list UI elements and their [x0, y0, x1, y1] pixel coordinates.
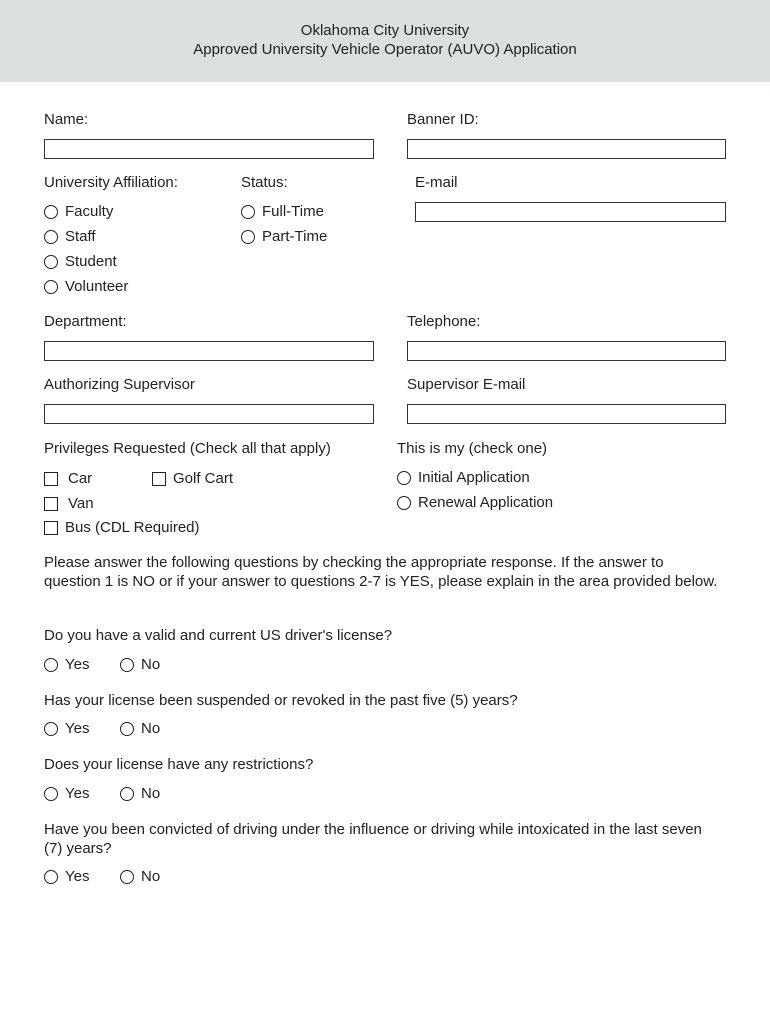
option-label: Student	[65, 253, 117, 270]
option-label: Initial Application	[418, 469, 530, 486]
privilege-golf-cart-checkbox[interactable]	[152, 470, 233, 487]
option-label: Renewal Application	[418, 494, 554, 511]
telephone-input[interactable]	[407, 341, 726, 361]
option-label: No	[141, 868, 161, 885]
checkbox[interactable]	[44, 472, 58, 486]
radio-button[interactable]	[120, 722, 134, 736]
option-label: Yes	[65, 785, 90, 802]
question-1-no[interactable]	[120, 656, 160, 673]
option-label: Part-Time	[262, 228, 328, 245]
checkbox[interactable]	[44, 521, 58, 535]
question-3-no[interactable]	[120, 785, 160, 802]
privilege-van-checkbox[interactable]	[44, 495, 94, 512]
instructions-text: Please answer the following questions by checking the appropriate response. If the answer to question 1 is NO or if your answer to questions 2-7 is YES, please explain in the area provided below.	[44, 554, 718, 590]
question-4: Have you been convicted of driving under the influence or driving while intoxicated in the last seven (7) years?	[44, 821, 702, 857]
question-4-yes[interactable]	[44, 868, 89, 885]
question-2: Has your license been suspended or revoked in the past five (5) years?	[44, 692, 518, 709]
university-name: Oklahoma City University	[300, 22, 470, 39]
option-label: No	[141, 720, 161, 737]
status-part-time-option[interactable]	[241, 228, 327, 245]
radio-button[interactable]	[120, 787, 134, 801]
department-label: Department:	[44, 313, 127, 330]
option-label: Full-Time	[262, 203, 324, 220]
radio-button[interactable]	[397, 496, 411, 510]
radio-button[interactable]	[44, 230, 58, 244]
question-1: Do you have a valid and current US driver's license?	[44, 627, 393, 644]
affiliation-faculty-option[interactable]	[44, 203, 113, 220]
privilege-car-checkbox[interactable]	[44, 470, 92, 487]
privileges-label: Privileges Requested (Check all that apply)	[44, 440, 331, 457]
banner-id-label: Banner ID:	[407, 111, 479, 128]
option-label: Golf Cart	[173, 470, 234, 487]
supervisor-email-label: Supervisor E-mail	[407, 376, 526, 393]
option-label: Car	[68, 470, 93, 487]
affiliation-volunteer-option[interactable]	[44, 278, 128, 295]
radio-button[interactable]	[120, 870, 134, 884]
option-label: No	[141, 656, 161, 673]
option-label: Volunteer	[65, 278, 129, 295]
radio-button[interactable]	[241, 230, 255, 244]
application-type-label: This is my (check one)	[397, 440, 548, 457]
checkbox[interactable]	[44, 497, 58, 511]
affiliation-student-option[interactable]	[44, 253, 117, 270]
form-header	[0, 0, 770, 82]
affiliation-label: University Affiliation:	[44, 174, 178, 191]
radio-button[interactable]	[44, 205, 58, 219]
name-input[interactable]	[44, 139, 374, 159]
option-label: Bus (CDL Required)	[65, 519, 200, 536]
name-label: Name:	[44, 111, 89, 128]
radio-button[interactable]	[120, 658, 134, 672]
email-label: E-mail	[415, 174, 458, 191]
radio-button[interactable]	[44, 870, 58, 884]
supervisor-input[interactable]	[44, 404, 374, 424]
option-label: Yes	[65, 656, 90, 673]
initial-application-option[interactable]	[397, 469, 530, 486]
option-label: Yes	[65, 720, 90, 737]
affiliation-staff-option[interactable]	[44, 228, 96, 245]
email-input[interactable]	[415, 202, 726, 222]
radio-button[interactable]	[44, 255, 58, 269]
question-4-no[interactable]	[120, 868, 160, 885]
option-label: Van	[68, 495, 94, 512]
radio-button[interactable]	[44, 722, 58, 736]
question-3: Does your license have any restrictions?	[44, 756, 314, 773]
radio-button[interactable]	[397, 471, 411, 485]
status-full-time-option[interactable]	[241, 203, 324, 220]
supervisor-label: Authorizing Supervisor	[44, 376, 195, 393]
supervisor-email-input[interactable]	[407, 404, 726, 424]
status-label: Status:	[241, 174, 288, 191]
option-label: No	[141, 785, 161, 802]
privilege-bus-checkbox[interactable]	[44, 519, 200, 536]
banner-id-input[interactable]	[407, 139, 726, 159]
checkbox[interactable]	[152, 472, 166, 486]
question-2-no[interactable]	[120, 720, 160, 737]
radio-button[interactable]	[44, 787, 58, 801]
question-3-yes[interactable]	[44, 785, 89, 802]
radio-button[interactable]	[44, 658, 58, 672]
option-label: Faculty	[65, 203, 114, 220]
option-label: Yes	[65, 868, 90, 885]
question-1-yes[interactable]	[44, 656, 89, 673]
question-2-yes[interactable]	[44, 720, 89, 737]
renewal-application-option[interactable]	[397, 494, 553, 511]
radio-button[interactable]	[241, 205, 255, 219]
department-input[interactable]	[44, 341, 374, 361]
radio-button[interactable]	[44, 280, 58, 294]
telephone-label: Telephone:	[407, 313, 481, 330]
form-title: Approved University Vehicle Operator (AUVO) Application	[193, 41, 577, 58]
option-label: Staff	[65, 228, 96, 245]
